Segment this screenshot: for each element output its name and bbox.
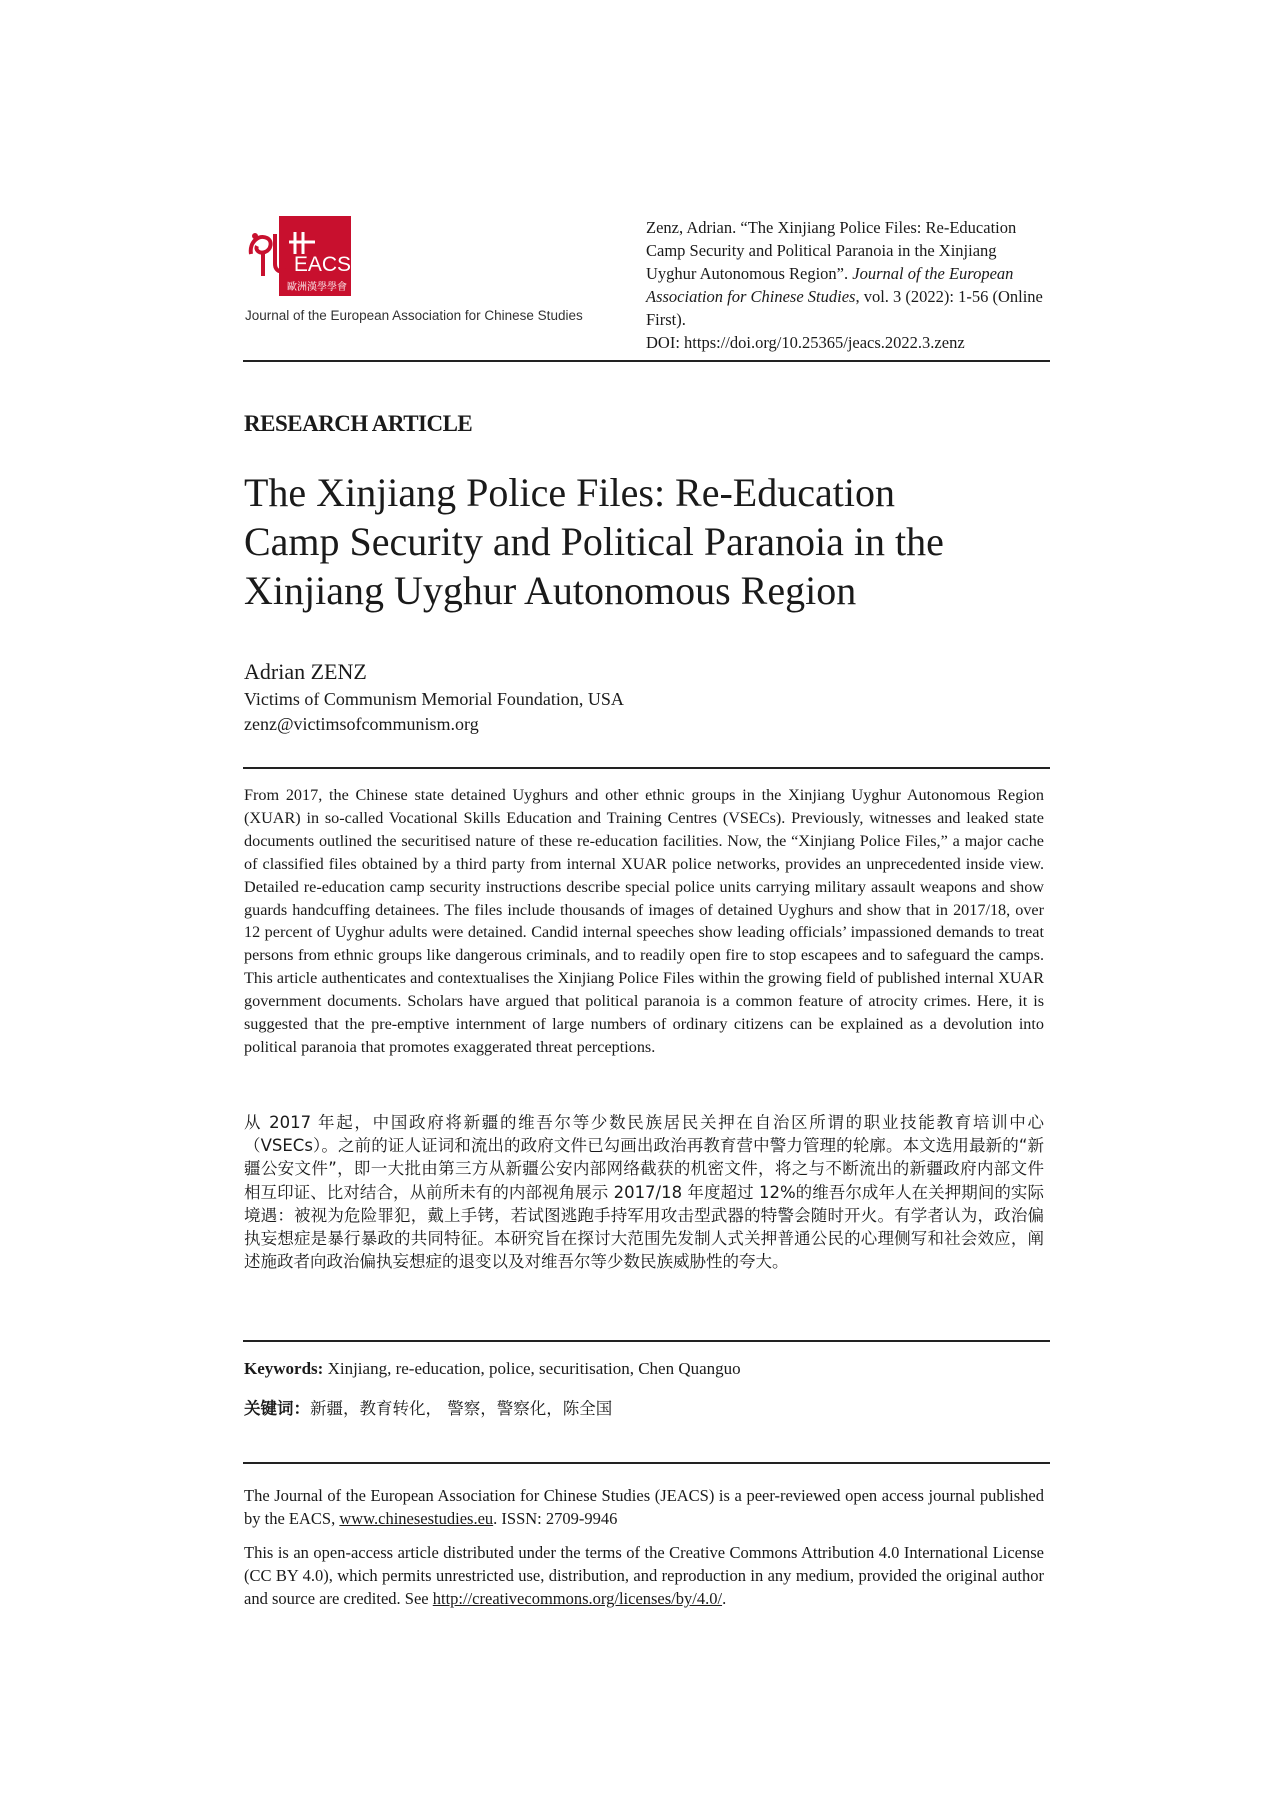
citation-text [646, 216, 1048, 331]
author-name: Adrian ZENZ [244, 659, 367, 684]
journal-info-text: The Journal of the European Association for Chinese Studies (JEACS) is a peer-reviewed open access journal published by the EACS, [244, 1486, 1044, 1528]
license-link[interactable]: http://creativecommons.org/licenses/by/4.0/ [432, 1589, 723, 1608]
citation-block [646, 216, 1048, 354]
abstract-english: From 2017, the Chinese state detained Uyghurs and other ethnic groups in the Xinjiang Uyghur Autonomous Region (XUAR) in so-called Vocational Skills Education and Training Centres (VSECs). Previously, witnesses and leaked state documents outlined the securitised nature of these re-education facilities. Now, the “Xinjiang Police Files,” a major cache of classified files obtained by a third party from internal XUAR police networks, provides an unprecedented inside view. Detailed re-education camp security instructions describe special police units carrying military assault weapons and show guards handcuffing detainees. The files include thousands of images of detained Uyghurs and show that in 2017/18, over 12 percent of Uyghur adults were detained. Candid internal speeches show leading officials’ impassioned demands to treat persons from ethnic groups like dangerous criminals, and to readily open fire to stop escapees and to safeguard the camps. This article authenticates and contextualises the Xinjiang Police Files within the growing field of published internal XUAR government documents. Scholars have argued that political paranoia is a common feature of atrocity crimes. Here, it is suggested that the pre-emptive internment of large numbers of ordinary citizens can be explained as a devolution into political paranoia that promotes exaggerated threat perceptions. [244, 786, 1044, 1056]
keywords-zh-label: 关键词： [244, 1399, 310, 1418]
citation-doi[interactable]: DOI: https://doi.org/10.25365/jeacs.2022.3.zenz [646, 333, 965, 352]
citation-part1: Zenz, Adrian. “The Xinjiang Police Files: Re-Education Camp Security and Political Paranoia in the Xinjiang Uyghur Autonomous Region”. [646, 218, 1017, 283]
keywords-english [244, 1359, 741, 1379]
keywords-values: Xinjiang, re-education, police, securitisation, Chen Quanguo [323, 1359, 741, 1378]
license-end: . [722, 1589, 727, 1608]
journal-name: Journal of the European Association for Chinese Studies [245, 308, 583, 323]
journal-info-issn: . ISSN: 2709-9946 [493, 1509, 618, 1528]
keywords-label: Keywords: [244, 1359, 324, 1378]
keywords-top-divider [243, 1340, 1050, 1342]
license-paragraph [244, 1541, 1044, 1610]
article-type: RESEARCH ARTICLE [244, 411, 473, 436]
abstract-top-divider [243, 767, 1050, 769]
logo-chinese-text: 歐洲漢學學會 [287, 282, 347, 293]
keywords-zh-values: 新疆，教育转化， 警察，警察化，陈全国 [310, 1399, 613, 1418]
header-divider [243, 360, 1050, 362]
title-line: Camp Security and Political Paranoia in the [244, 519, 944, 564]
author-email[interactable]: zenz@victimsofcommunism.org [244, 714, 479, 734]
author-affiliation: Victims of Communism Memorial Foundation, USA [244, 689, 624, 709]
footer-divider [243, 1462, 1050, 1464]
journal-info-paragraph [244, 1484, 1044, 1530]
license-text: This is an open-access article distributed under the terms of the Creative Commons Attribution 4.0 International License (CC BY 4.0), which permits unrestricted use, distribution, and reproduction in any medium, provided the original author and source are credited. See [244, 1543, 1044, 1608]
citation-journal: Journal of the European Association for Chinese Studies [646, 264, 1014, 306]
chinesestudies-link[interactable]: www.chinesestudies.eu [339, 1509, 494, 1528]
title-line: Xinjiang Uyghur Autonomous Region [244, 568, 857, 613]
abstract-chinese: 从 2017 年起，中国政府将新疆的维吾尔等少数民族居民关押在自治区所谓的职业技能教育培训中心（VSECs）。之前的证人证词和流出的政府文件已勾画出政治再教育营中警力管理的轮廓。本文选用最新的“新疆公安文件”，即一大批由第三方从新疆公安内部网络截获的机密文件，将之与不断流出的新疆政府内部文件相互印证、比对结合，从前所未有的内部视角展示 2017/18 年度超过 12%的维吾尔成年人在关押期间的实际境遇：被视为危险罪犯，戴上手铐，若试图逃跑手持军用攻击型武器的特警会随时开火。有学者认为，政治偏执妄想症是暴行暴政的共同特征。本研究旨在探讨大范围先发制人式关押普通公民的心理侧写和社会效应，阐述施政者向政治偏执妄想症的退变以及对维吾尔等少数民族威胁性的夸大。 [244, 1113, 1044, 1272]
keywords-chinese [244, 1395, 612, 1419]
eacs-logo [245, 216, 353, 298]
title-line: The Xinjiang Police Files: Re-Education [244, 470, 895, 515]
logo-eacs-text: EACS [293, 253, 351, 276]
citation-part2: , vol. 3 (2022): 1-56 (Online First). [646, 287, 1043, 329]
article-title [244, 468, 1044, 615]
